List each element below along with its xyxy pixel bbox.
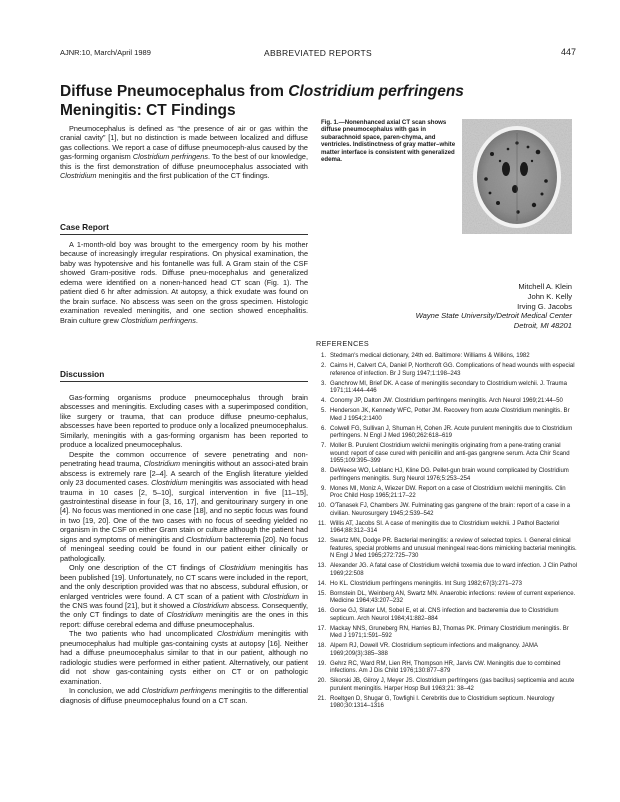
case-report-heading: Case Report: [60, 222, 109, 232]
reference-text: Ganchrow MI, Brief DK. A case of meningitis secondary to Clostridium welchii. J. Trauma 1971;11:444–446: [330, 380, 567, 394]
journal-citation: AJNR:10, March/April 1989: [60, 48, 151, 57]
author-name: Irving G. Jacobs: [517, 301, 572, 311]
reference-number: 8.: [320, 468, 326, 474]
reference-number: 10.: [317, 503, 326, 509]
reference-text: Roeltgen D, Shugar G, Towfighi I. Cerebritis due to Clostridium septicum. Neurology 1980;30:1314–1316: [330, 695, 555, 709]
discussion-paragraph: Despite the common occurrence of severe penetrating and non-penetrating head trauma, Clostridium meningitis without an associ-ated brain abscess is extremely rare [2–4]. A search of the English literature yielded only 23 documented cases. Clostridium meningitis was associated with head trauma in 10 cases [2, 5–10], surgical intervention in five [11–15], gastrointestinal disease in four [3, 16, 17], and genitourinary surgery in one [4]. No focus was mentioned in one case [18], and no septic focus was found in two [19, 20]. One of the two cases with no focus of seeding yielded no organism in the CSF on either Gram stain or culture although the patient had signs and symptoms of meningitis and Clostridium bacteremia [20]. No focus of meningeal seeding could be found in our patient either clinically or pathologically.: [60, 449, 308, 563]
reference-item: [316, 503, 578, 518]
title-text-end: Meningitis: CT Findings: [60, 102, 236, 119]
discussion-text: [60, 393, 308, 705]
reference-text: Alpern RJ, Dowell VR. Clostridium septicum infections and malignancy. JAMA 1969;209(3):385–388: [330, 643, 538, 657]
reference-item: [316, 591, 578, 606]
reference-text: Cairns H, Calvert CA, Daniel P, Northcroft GG. Complications of head wounds with especial reference of infection. Br J Surg 1947;1:198–243: [330, 363, 575, 377]
reference-text: Willis AT, Jacobs SI. A case of meningitis due to Clostridium welchii. J Pathol Bacteriol 1964;88:312–314: [330, 520, 560, 534]
discussion-rule: [60, 381, 308, 382]
reference-text: Conomy JP, Dalton JW. Clostridium perfringens meningitis. Arch Neurol 1969;21:44–50: [330, 398, 563, 404]
reference-item: [316, 538, 578, 561]
article-title: [60, 82, 520, 120]
running-header: [60, 48, 576, 60]
reference-item: [316, 408, 578, 423]
references-heading: REFERENCES: [316, 339, 370, 348]
reference-number: 15.: [317, 590, 326, 597]
reference-text: Mones MI, Moniz A, Wiezer DW. Report on a case of Clostridium welchii meningitis. Clin Proc Child Hosp 1965;21:17–22: [330, 485, 566, 499]
reference-number: 16.: [317, 608, 326, 614]
reference-text: DeWeese WO, Leblanc HJ, Kline DG. Pellet-gun brain wound complicated by Clostridium perfringens meningitis. Surg Neurol 1976;5:253–254: [330, 468, 569, 482]
discussion-paragraph: Gas-forming organisms produce pneumocephalus through brain abscesses and meningitis. Excluding cases with a superimposed condition, like surgery or trauma, that can produce diffuse pneumo-cephalus, abscesses have been reported to produce only a localized pneumocephalus. Similarly, meningitis with a gas-forming organism has been reported to produce a localized pneumocephalus.: [60, 393, 308, 450]
reference-number: 18.: [317, 643, 326, 649]
author-name: Mitchell A. Klein: [518, 282, 572, 291]
title-organism: Clostridium perfringens: [288, 83, 464, 100]
reference-number: 13.: [317, 563, 326, 569]
reference-text: Sikorski JB, Gilroy J, Meyer JS. Clostridium perfringens (gas bacillus) septicemia and acute purulent meningitis. Harper Hosp Bull 1963;21: 38–42: [330, 678, 575, 692]
reference-text: Swartz MN, Dodge PR. Bacterial meningitis: a review of selected topics. I. General clinical features, special problems and unusual meningeal reac-tions mimicking bacterial meningitis. N Engl J Med 1965;272:725–730: [330, 538, 577, 559]
reference-item: [316, 443, 578, 466]
reference-number: 20.: [317, 678, 326, 684]
ct-scan-image: [462, 119, 572, 234]
author-city: Detroit, MI 48201: [513, 321, 572, 331]
reference-text: Stedman's medical dictionary, 24th ed. Baltimore: Williams & Wilkins, 1982: [330, 353, 530, 359]
reference-text: Henderson JK, Kennedy WFC, Potter JM. Recovery from acute Clostridium meningitis. Br Med J 1954;2:1400: [330, 408, 570, 422]
reference-number: 4.: [320, 398, 326, 404]
reference-number: 12.: [317, 538, 326, 544]
reference-number: 9.: [320, 485, 326, 492]
reference-item: [316, 521, 578, 536]
reference-item: [316, 398, 578, 406]
reference-number: 2.: [320, 363, 326, 369]
reference-item: [316, 696, 578, 711]
reference-item: [316, 363, 578, 378]
reference-text: Moller B. Purulent Clostridium welchii meningitis originating from a pene-trating cranial wound: report of case cured with penicillin and anti-gas gangrene serum. Acta Chir Scand 1955;109:395–399: [330, 443, 570, 464]
case-report-text: A 1-month-old boy was brought to the emergency room by his mother because of increasingly irregular respirations. On physical examination, the baby was hypotensive and his fontanelle was full. A Gram stain of the CSF showed Gram-positive rods. Diffuse pneu-mocephalus and generalized edema were identified on a nonen-hanced head CT scan (Fig. 1). The patient died 6 hr after admission. At autopsy, a thick exudate was found on the brain surface. No abscess was seen on the gross specimen. Histologic examination revealed meningitis, and one section showed encephalitis. Brain culture grew Clostridium perfringens.: [60, 240, 308, 325]
reference-item: [316, 661, 578, 676]
reference-text: Alexander JG. A fatal case of Clostridium welchii toxemia due to ward infection. J Clin Pathol 1969;22:508: [330, 563, 578, 577]
reference-item: [316, 426, 578, 441]
reference-number: 11.: [318, 520, 326, 527]
discussion-heading: Discussion: [60, 369, 105, 379]
reference-text: Mackay NNS, Gruneberg RN, Harries BJ, Thomas PK. Primary Clostridium meningitis. Br Med J 1971;1:591–592: [330, 625, 569, 639]
reference-item: [316, 468, 578, 483]
reference-item: [316, 581, 578, 589]
author-affiliation: Wayne State University/Detroit Medical Center: [415, 311, 572, 321]
discussion-paragraph: Only one description of the CT findings of Clostridium meningitis has been published [19]. Unfortunately, no CT scans were included in the report, and the only description provided was that no abscess, subdural effusion, or enlarged ventricles were found. A CT scan of a patient with Clostridium in the CNS was found [21], but it showed a Clostridium abscess. Consequently, the only CT findings to date of Clostridium meningitis are the ones in this report: diffuse cerebral edema and diffuse pneumocephalus.: [60, 563, 309, 629]
reference-list: [316, 353, 578, 713]
title-text: Diffuse Pneumocephalus from: [60, 83, 289, 100]
figure-caption: Fig. 1.—Nonenhanced axial CT scan shows diffuse pneumocephalus with gas in subarachnoid space, paren-chyma, and ventricles. Indistinctness of gray matter–white matter interface is consistent with generalized edema.: [321, 119, 456, 164]
reference-number: 14.: [317, 580, 326, 587]
reference-item: [316, 563, 578, 578]
reference-item: [316, 626, 578, 641]
reference-item: [316, 486, 578, 501]
ct-scan-figure: [462, 119, 572, 234]
reference-number: 19.: [317, 660, 326, 667]
reference-text: O'Tanasek FJ, Chambers JW. Fulminating gas gangrene of the brain: report of a case in a civilian. Neurosurgery 1945;2:539–542: [330, 503, 571, 517]
discussion-paragraph: The two patients who had uncomplicated Clostridium meningitis with pneumocephalus had multiple gas-containing cysts at autopsy [16]. Neither had a diffuse pneumocephalus similar to that in our patient, although no radiologic studies were performed in either patient. Alternatively, our patient did not show gas-containing cysts either on CT or on pathologic examination.: [60, 629, 308, 686]
reference-number: 17.: [317, 625, 326, 632]
reference-number: 21.: [317, 695, 326, 702]
reference-text: Bornstein DL, Weinberg AN, Swartz MN. Anaerobic infections: review of current experience. Medicine 1964;43:207–232: [330, 590, 576, 604]
reference-text: Gehrz RC, Ward RM, Lien RH, Thompson HR, Jarvis CW. Meningitis due to combined infections. Am J Dis Child 1976;130:877–879: [330, 660, 561, 674]
author-block: [332, 282, 572, 331]
reference-number: 3.: [320, 380, 326, 387]
intro-paragraph: Pneumocephalus is defined as “the presence of air or gas within the cranial cavity” [1], but no distinction is made between localized and diffuse gas collections. We report a case of diffuse pneumoceph-alus caused by the gas-forming organism Clostridium perfringens. To the best of our knowledge, this is the first demonstration of diffuse pneumocephalus associated with Clostridium meningitis and the first publication of the CT findings.: [60, 124, 308, 181]
discussion-paragraph: In conclusion, we add Clostridium perfringens meningitis to the differential diagnosis of diffuse pneumocephalus found on a CT scan.: [60, 686, 308, 705]
reference-item: [316, 643, 578, 658]
section-label: ABBREVIATED REPORTS: [264, 48, 372, 58]
reference-text: Colwell FG, Sullivan J, Shuman H, Cohen JR. Acute purulent meningitis due to Clostridium perfringens. N Engl J Med 1960;262:618–619: [330, 425, 573, 439]
page-number: 447: [560, 47, 576, 57]
reference-item: [316, 353, 578, 361]
reference-text: Ho KL. Clostridium perfringens meningitis. Int Surg 1982;67(3):271–273: [330, 580, 522, 587]
reference-item: [316, 608, 578, 623]
reference-number: 1.: [320, 353, 326, 359]
reference-number: 7.: [320, 443, 326, 449]
reference-item: [316, 381, 578, 396]
author-name: John K. Kelly: [527, 291, 572, 301]
reference-item: [316, 678, 578, 693]
reference-text: Gorse GJ, Slater LM, Sobel E, et al. CNS infection and bacteremia due to Clostridium septicum. Arch Neurol 1984;41:882–884: [330, 608, 559, 622]
reference-number: 6.: [320, 425, 326, 432]
case-report-rule: [60, 234, 308, 235]
reference-number: 5.: [320, 408, 326, 414]
